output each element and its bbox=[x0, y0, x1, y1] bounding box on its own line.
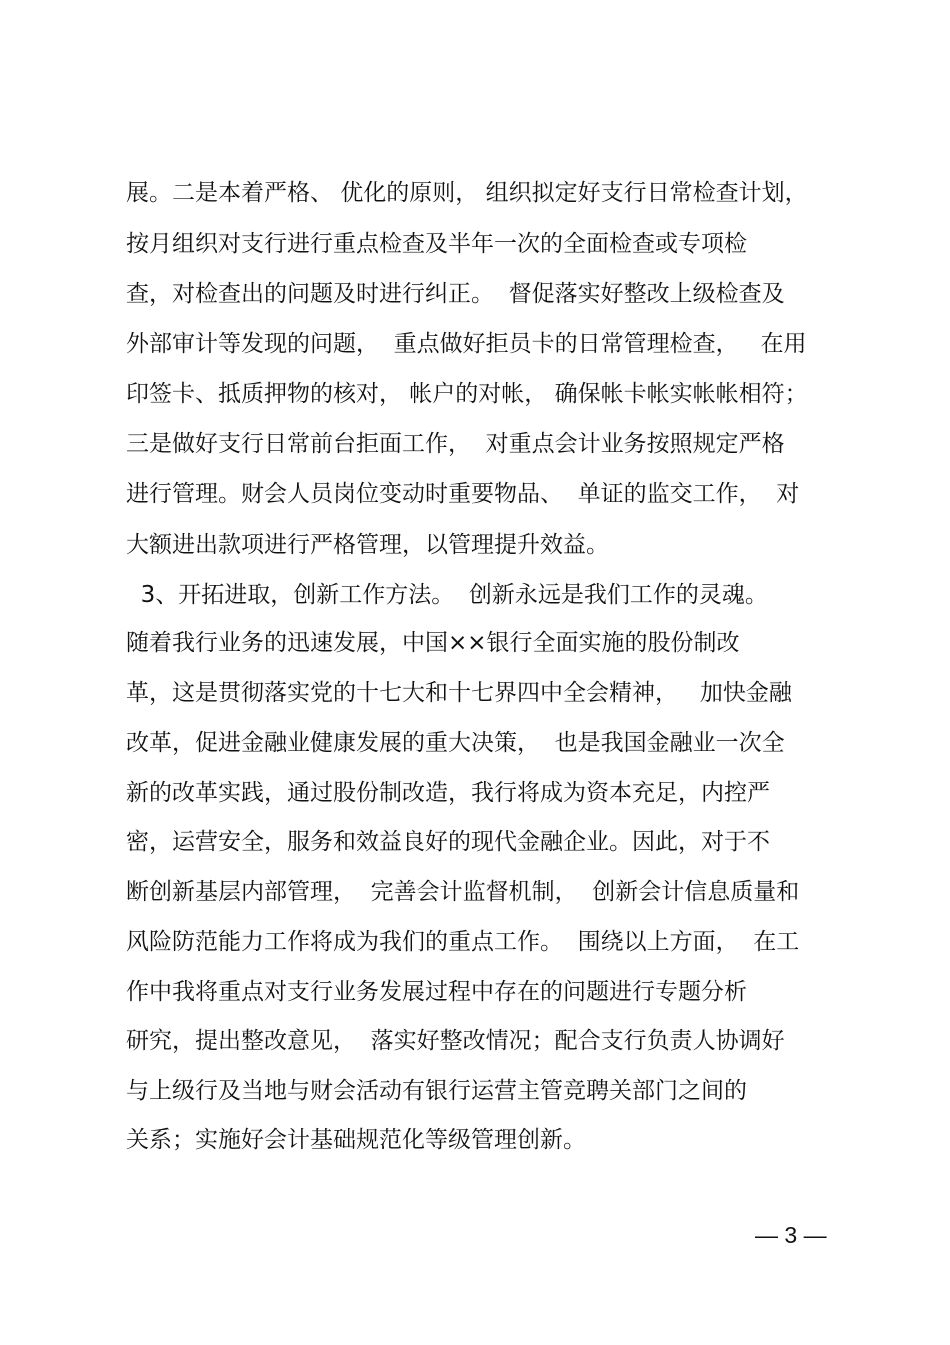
text-line-10: 随着我行业务的迅速发展，中国××银行全面实施的股份制改 bbox=[126, 630, 740, 656]
text-line-1: 展。二是本着严格、 优化的原则， 组织拟定好支行日常检查计划， bbox=[126, 180, 808, 206]
text-line-18: 研究，提出整改意见， 落实好整改情况；配合支行负责人协调好 bbox=[126, 1028, 785, 1054]
page-number: — 3 — bbox=[755, 1222, 827, 1248]
text-line-8: 大额进出款项进行严格管理，以管理提升效益。 bbox=[126, 532, 609, 558]
text-line-13: 新的改革实践，通过股份制改造，我行将成为资本充足，内控严 bbox=[126, 780, 770, 806]
text-line-3: 查，对检查出的问题及时进行纠正。 督促落实好整改上级检查及 bbox=[126, 281, 785, 307]
text-line-2: 按月组织对支行进行重点检查及半年一次的全面检查或专项检 bbox=[126, 231, 747, 257]
text-line-7: 进行管理。财会人员岗位变动时重要物品、 单证的监交工作， 对 bbox=[126, 481, 800, 507]
text-line-6: 三是做好支行日常前台拒面工作， 对重点会计业务按照规定严格 bbox=[126, 431, 785, 457]
text-line-12: 改革，促进金融业健康发展的重大决策， 也是我国金融业一次全 bbox=[126, 730, 785, 756]
text-line-20: 关系；实施好会计基础规范化等级管理创新。 bbox=[126, 1127, 586, 1153]
text-line-11: 革，这是贯彻落实党的十七大和十七界四中全会精神， 加快金融 bbox=[126, 680, 792, 706]
text-line-16: 风险防范能力工作将成为我们的重点工作。 围绕以上方面， 在工 bbox=[126, 929, 800, 955]
text-line-17: 作中我将重点对支行业务发展过程中存在的问题进行专题分析 bbox=[126, 979, 747, 1005]
text-line-15: 断创新基层内部管理， 完善会计监督机制， 创新会计信息质量和 bbox=[126, 879, 800, 905]
text-line-14: 密，运营安全，服务和效益良好的现代金融企业。因此，对于不 bbox=[126, 829, 770, 855]
text-line-9: 3、开拓进取，创新工作方法。 创新永远是我们工作的灵魂。 bbox=[126, 582, 768, 608]
text-line-19: 与上级行及当地与财会活动有银行运营主管竞聘关部门之间的 bbox=[126, 1078, 747, 1104]
text-line-4: 外部审计等发现的问题， 重点做好拒员卡的日常管理检查， 在用 bbox=[126, 331, 807, 357]
text-line-5: 印签卡、抵质押物的核对， 帐户的对帐， 确保帐卡帐实帐帐相符； bbox=[126, 381, 808, 407]
